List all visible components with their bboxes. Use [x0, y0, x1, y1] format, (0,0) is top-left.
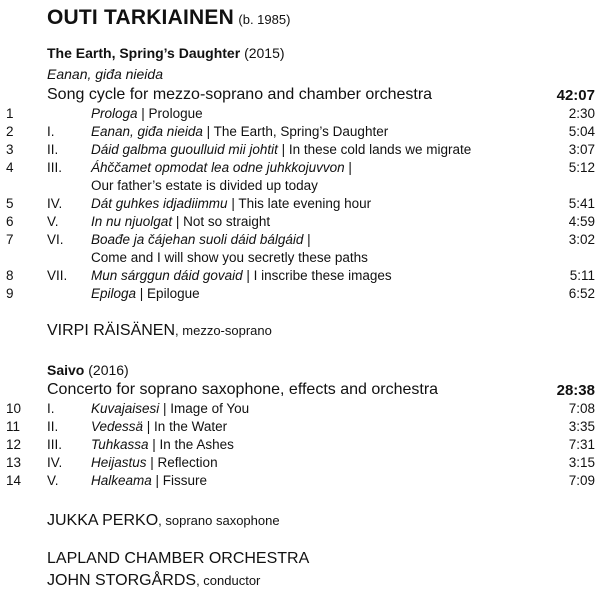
movement-number: V.: [47, 214, 59, 229]
track-duration: 5:11: [569, 268, 595, 283]
track-title: [91, 105, 203, 123]
track-duration: 7:08: [568, 401, 595, 416]
track-title-translation: |: [344, 160, 352, 175]
track-title-original: Vedessä: [91, 419, 144, 434]
movement-number: IV.: [47, 196, 63, 211]
track-duration: 2:30: [568, 106, 595, 121]
track-title: [91, 123, 388, 141]
track-title: [91, 454, 218, 472]
work-2-total-duration: 28:38: [556, 382, 595, 399]
track-number: 2: [6, 124, 14, 139]
track-title-translation: |: [303, 232, 311, 247]
movement-number: V.: [47, 473, 59, 488]
track-title-translation: | Image of You: [159, 401, 250, 416]
track-row: [0, 400, 600, 418]
performer-role: , soprano saxophone: [158, 513, 280, 528]
track-number: 5: [6, 196, 14, 211]
conductor-name: JOHN STORGÅRDS: [47, 572, 197, 589]
track-number: 9: [6, 286, 14, 301]
track-number: 11: [6, 419, 21, 434]
track-title: [91, 213, 270, 231]
track-number: 10: [6, 401, 22, 416]
track-title-original: Dáid galbma guoulluid mii johtit: [91, 142, 278, 157]
track-title: [91, 231, 368, 267]
track-row: [0, 454, 600, 472]
track-title: [91, 195, 371, 213]
movement-number: IV.: [47, 455, 63, 470]
track-duration: 7:09: [568, 473, 595, 488]
track-duration: 5:12: [568, 160, 595, 175]
track-title-original: Heijastus: [91, 455, 147, 470]
track-title-translation: | The Earth, Spring’s Daughter: [202, 124, 389, 139]
track-duration: 3:02: [568, 232, 595, 247]
track-row: [0, 159, 600, 195]
conductor-role: , conductor: [196, 573, 261, 588]
track-title-translation: | Epilogue: [136, 286, 200, 301]
movement-number: VI.: [47, 232, 64, 247]
track-title-translation: | I inscribe these images: [242, 268, 392, 283]
track-row: [0, 267, 600, 285]
track-number: 1: [6, 106, 14, 121]
track-title-translation-line2: Our father’s estate is divided up today: [91, 178, 318, 193]
composer-birth-year: (b. 1985): [238, 12, 291, 27]
track-number: 3: [6, 142, 14, 157]
track-duration: 5:41: [568, 196, 595, 211]
work-1-title: [47, 45, 285, 61]
track-row: [0, 231, 600, 267]
movement-number: VII.: [47, 268, 68, 283]
track-number: 13: [6, 455, 22, 470]
track-number: 12: [6, 437, 22, 452]
track-title: [91, 285, 200, 303]
track-title-translation: | In the Water: [143, 419, 228, 434]
track-number: 14: [6, 473, 22, 488]
track-number: 8: [6, 268, 14, 283]
track-title-original: Eanan, giđa nieida: [91, 124, 203, 139]
track-row: [0, 436, 600, 454]
work-2-title-text: Saivo: [47, 362, 85, 378]
track-row: [0, 105, 600, 123]
movement-number: II.: [47, 142, 59, 157]
performer-name: JUKKA PERKO: [47, 512, 159, 529]
track-title-original: Kuvajaisesi: [91, 401, 160, 416]
composer-heading: [47, 6, 290, 30]
track-title-original: Boađe ja čájehan suoli dáid bálgáid: [91, 232, 304, 247]
work-1-description: Song cycle for mezzo-soprano and chamber orchestra: [47, 86, 433, 103]
work-1-year: (2015): [244, 45, 285, 61]
movement-number: I.: [47, 401, 55, 416]
track-title: [91, 436, 234, 454]
composer-name: OUTI TARKIAINEN: [47, 6, 234, 29]
track-duration: 6:52: [568, 286, 595, 301]
track-number: 4: [6, 160, 14, 175]
track-title-translation: | In the Ashes: [148, 437, 234, 452]
performer-credit: [47, 512, 280, 530]
track-title-original: Mun sárggun dáid govaid: [91, 268, 243, 283]
track-duration: 4:59: [568, 214, 595, 229]
track-row: [0, 141, 600, 159]
track-duration: 5:04: [568, 124, 595, 139]
track-title: [91, 141, 471, 159]
track-duration: 3:15: [568, 455, 595, 470]
track-title-original: Prologa: [91, 106, 138, 121]
track-title-translation: | Prologue: [137, 106, 203, 121]
track-title-original: Epiloga: [91, 286, 137, 301]
track-title-original: Tuhkassa: [91, 437, 149, 452]
performer-credit: [47, 322, 272, 340]
track-duration: 7:31: [568, 437, 595, 452]
performer-name: VIRPI RÄISÄNEN: [47, 322, 176, 339]
work-2-title: [47, 362, 129, 378]
track-title-original: Halkeama: [91, 473, 152, 488]
track-title-original: Áhččamet opmodat lea odne juhkkojuvvon: [91, 160, 345, 175]
work-2-track-list: [0, 400, 600, 490]
work-1-total-duration: 42:07: [556, 87, 595, 104]
track-row: [0, 195, 600, 213]
work-1-title-text: The Earth, Spring’s Daughter: [47, 45, 241, 61]
track-title: [91, 472, 207, 490]
track-title: [91, 267, 392, 285]
track-title-translation: | Not so straight: [172, 214, 271, 229]
work-2-description: Concerto for soprano saxophone, effects and orchestra: [47, 381, 439, 398]
track-title-translation-line2: Come and I will show you secretly these paths: [91, 250, 368, 265]
movement-number: I.: [47, 124, 55, 139]
track-row: [0, 123, 600, 141]
ensemble-name: LAPLAND CHAMBER ORCHESTRA: [47, 550, 310, 567]
movement-number: III.: [47, 160, 63, 175]
track-title-translation: | Reflection: [146, 455, 218, 470]
track-row: [0, 472, 600, 490]
work-1-subtitle: Eanan, giđa nieida: [47, 66, 163, 82]
track-title-original: Dát guhkes idjadiimmu: [91, 196, 228, 211]
work-1-track-list: [0, 105, 600, 303]
track-title-translation: | This late evening hour: [227, 196, 372, 211]
work-2-year: (2016): [88, 362, 129, 378]
track-title-translation: | In these cold lands we migrate: [277, 142, 472, 157]
track-row: [0, 285, 600, 303]
movement-number: III.: [47, 437, 63, 452]
track-title: [91, 400, 249, 418]
performer-role: , mezzo-soprano: [175, 323, 272, 338]
track-title-original: In nu njuolgat: [91, 214, 173, 229]
track-duration: 3:35: [568, 419, 595, 434]
movement-number: II.: [47, 419, 59, 434]
track-title: [91, 418, 227, 436]
track-title-translation: | Fissure: [151, 473, 208, 488]
track-title: [91, 159, 352, 195]
conductor-credit: [47, 572, 260, 590]
track-row: [0, 213, 600, 231]
track-number: 7: [6, 232, 14, 247]
track-duration: 3:07: [568, 142, 595, 157]
track-row: [0, 418, 600, 436]
track-number: 6: [6, 214, 14, 229]
ensemble-credit: [47, 550, 309, 568]
